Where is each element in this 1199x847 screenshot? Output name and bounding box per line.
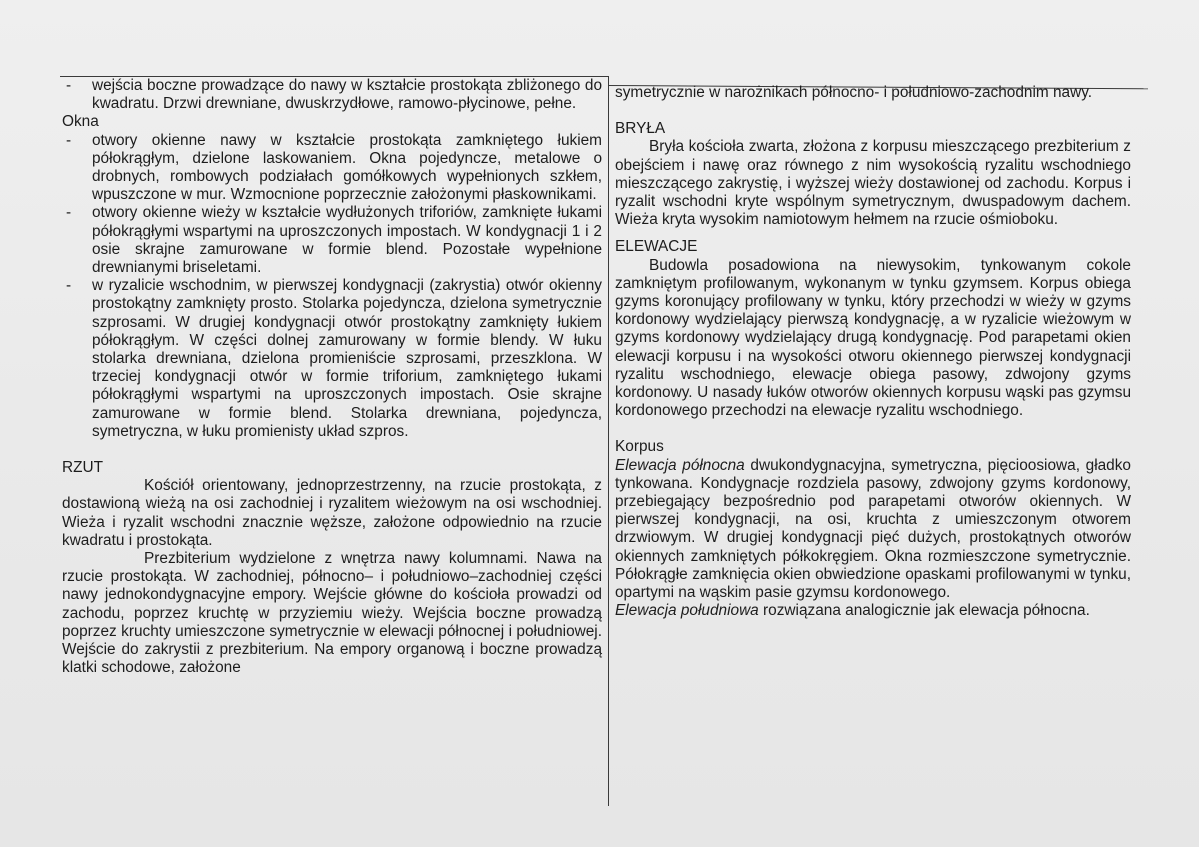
polnocna-text: dwukondygnacyjna, symetryczna, pięcioosiowa, gładko tynkowana. Kondygnacje rozdziela pasowy, zdwojony gzyms kordonowy, przebiegający bezpośrednio pod parapetami otworów okiennych. W pierwszej kondygnacji, na osi, kruchta z umieszczonym otworem drzwiowym. W drugiej kondygnacji pięć dużych, prostokątnych otworów okiennych zamkniętych półkokręgiem. Okna rozmieszczone symetrycznie. Półokrągłe zamknięcia okien obwiedzione opaskami profilowanymi w tynku, opartymi na wąskim pasie gzymsu kordonowego. xyxy=(615,456,1131,602)
subheading-korpus: Korpus xyxy=(615,438,664,456)
bryla-paragraph: Bryła kościoła zwarta, złożona z korpusu mieszczącego prezbiterium z obejściem i nawę oraz równego z nim wysokością ryzalitu wschodniego mieszczącego zakrystię, i wyższej wieży dostawionej od zachodu. Korpus i ryzalit wschodni kryte wspólnym symetrycznym, dwuspadowym dachem. Wieża kryta wysokim namiotowym hełmem na rzucie ośmioboku. xyxy=(615,138,1131,229)
left-column xyxy=(62,77,602,678)
poludniowa-text: rozwiązana analogicznie jak elewacja północna. xyxy=(758,602,1090,620)
poludniowa-label: Elewacja południowa xyxy=(615,602,759,620)
column-divider xyxy=(608,76,609,806)
polnocna-paragraph xyxy=(615,457,1131,603)
elewacje-paragraph: Budowla posadowiona na niewysokim, tynkowanym cokole zamkniętym profilowanym, wykonanym w tynku gzymsem. Korpus obiega gzyms koronujący profilowany w tynku, który przechodzi w wieży w gzyms kordonowy wydzielający pierwszą kondygnację, a w ryzalicie wieżowym w gzyms kordonowy wydzielający drugą kondygnację. Pod parapetami okien elewacji korpusu i na wysokości otworu okiennego pierwszej kondygnacji ryzalitu wschodniego, elewacje obiega pasowy, zdwojony gzyms kordonowy. U nasady łuków otworów okiennych korpusu wąski pas gzymsu kordonowego przechodzi na elewacje ryzalitu wschodniego. xyxy=(615,256,1131,420)
polnocna-label: Elewacja północna xyxy=(615,456,745,474)
dash-list-item: - wejścia boczne prowadzące do nawy w kształcie prostokąta zbliżonego do kwadratu. Drzwi drewniane, dwuskrzydłowe, ramowo-płycinowe, pełne. xyxy=(62,77,602,113)
paragraph: Prezbiterium wydzielone z wnętrza nawy kolumnami. Nawa na rzucie prostokąta. W zachodniej, północno– i południowo–zachodniej części nawy jednokondygnacyjne empory. Wejście główne do kościoła prowadzi od zachodu, poprzez kruchtę w przyziemiu wieży. Wejścia boczne prowadzą poprzez kruchty umieszczone symetrycznie w elewacji północnej i południowej. Wejście do zakrystii z prezbiterium. Na empory organową i boczne prowadzą klatki schodowe, założone xyxy=(62,550,602,677)
dash-list-item: - otwory okienne wieży w kształcie wydłużonych triforiów, zamknięte łukami półokrągłymi wspartymi na uproszczonych impostach. W kondygnacji 1 i 2 osie skrajne zamurowane w formie blend. Pozostałe wypełnione drewnianymi briseletami. xyxy=(62,204,602,277)
dash-list-item: - otwory okienne nawy w kształcie prostokąta zamkniętego łukiem półokrągłym, dzielone laskowaniem. Okna pojedyncze, metalowe o drobnych, rombowych podziałach gomółkowych wypełnionych szkłem, wpuszczone w mur. Wzmocnione poprzecznie założonymi płaskownikami. xyxy=(62,132,602,205)
right-column xyxy=(615,84,1131,620)
spacer xyxy=(62,441,602,459)
section-heading-elewacje: ELEWACJE xyxy=(615,238,698,256)
section-heading-bryla: BRYŁA xyxy=(615,120,666,138)
section-heading: RZUT xyxy=(62,459,104,477)
dash-list-item: - w ryzalicie wschodnim, w pierwszej kondygnacji (zakrystia) otwór okienny prostokątny zamknięty prosto. Stolarka pojedyncza, dzielona symetrycznie szprosami. W drugiej kondygnacji otwór prostokątny zamknięty łukiem półokrągłym. W części dolnej zamurowany w formie blendy. W łuku stolarka drewniana, dzielona promieniście szprosami, przeszklona. W trzeciej kondygnacji otwór w formie triforium, zamkniętego łukami półokrągłymi wspartymi na uproszczonych impostach. Osie skrajne zamurowane w formie blend. Stolarka drewniana, pojedyncza, symetryczna, w łuku promienisty układ szpros. xyxy=(62,277,602,441)
section-heading: Okna xyxy=(62,113,99,131)
continuation-text: symetrycznie w narożnikach północno- i południowo-zachodnim nawy. xyxy=(615,84,1093,101)
paragraph: Kościół orientowany, jednoprzestrzenny, na rzucie prostokąta, z dostawioną wieżą na osi zachodniej i ryzalitem wieżowym na osi wschodniej. Wieża i ryzalit wschodni znacznie węższe, założone odpowiednio na rzucie kwadratu i prostokąta. xyxy=(62,477,602,549)
poludniowa-paragraph xyxy=(615,602,1131,620)
